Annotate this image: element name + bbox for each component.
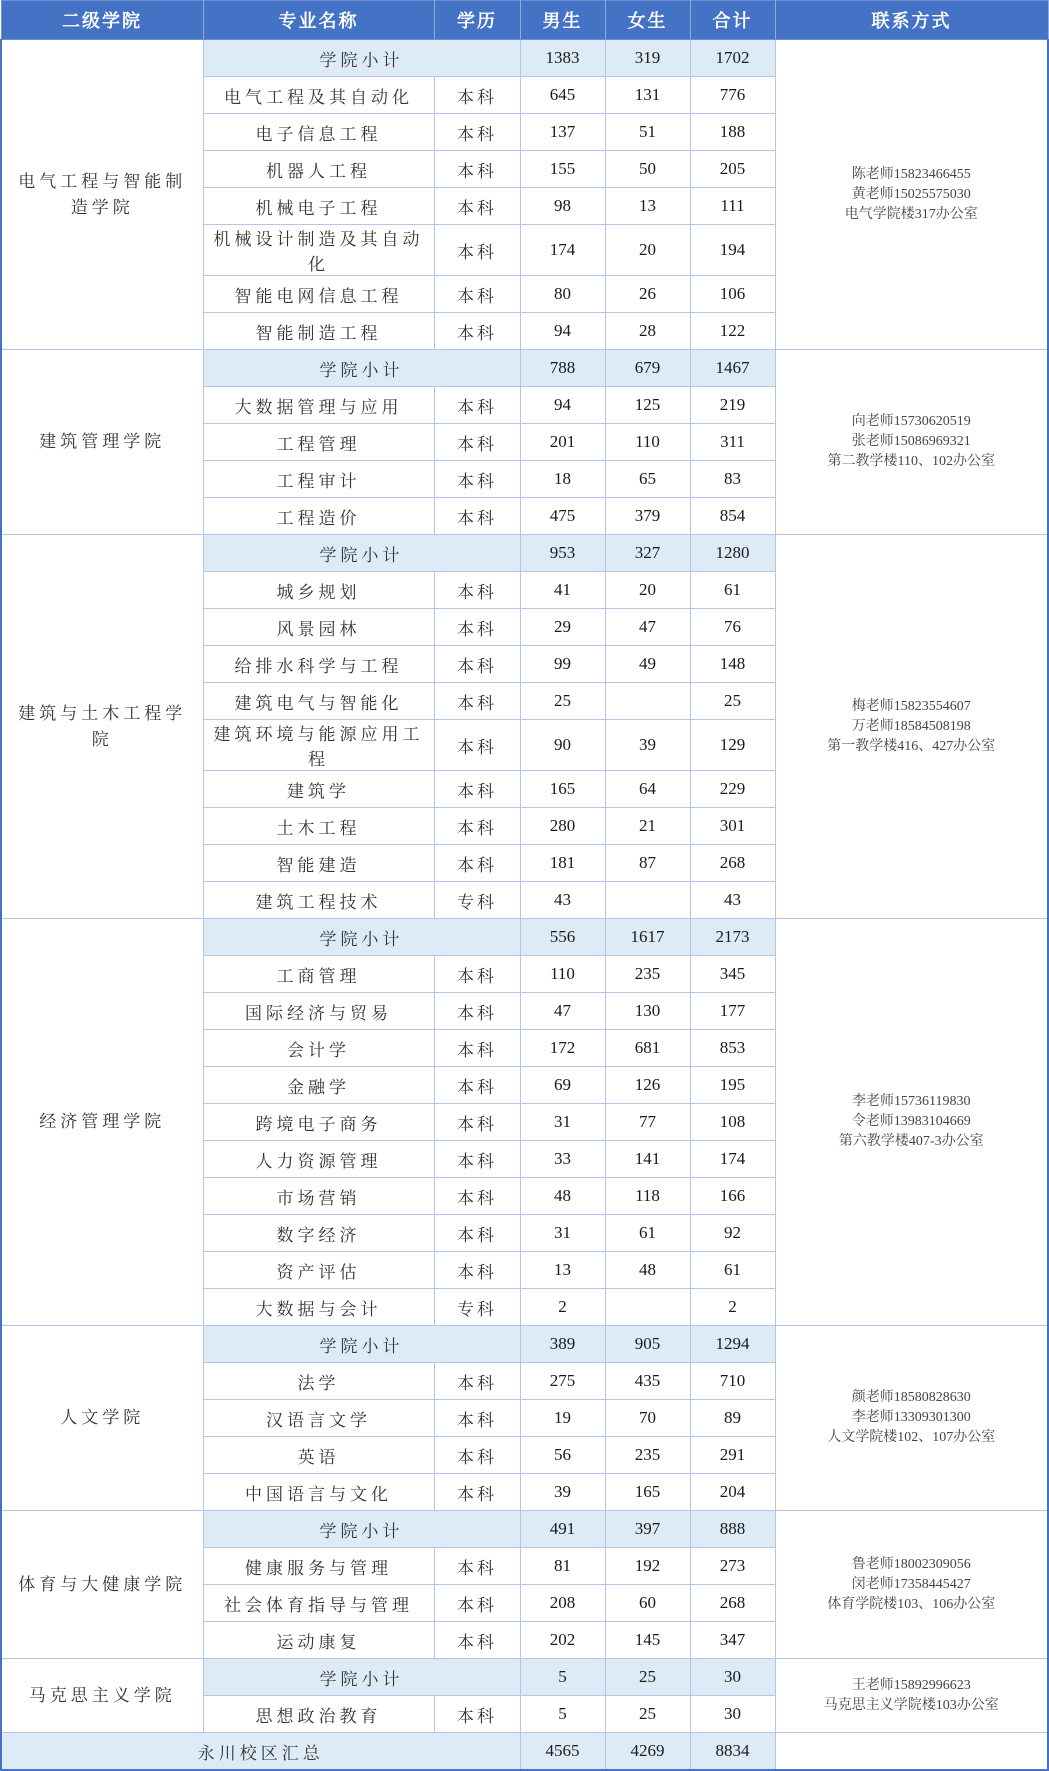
subtotal-female: 327 (605, 535, 690, 572)
male-count: 13 (520, 1252, 605, 1289)
female-count: 48 (605, 1252, 690, 1289)
female-count: 110 (605, 424, 690, 461)
major-name: 智能电网信息工程 (203, 276, 434, 313)
major-name: 土木工程 (203, 808, 434, 845)
female-count (605, 1289, 690, 1326)
major-name: 建筑电气与智能化 (203, 683, 434, 720)
male-count: 110 (520, 956, 605, 993)
major-name: 建筑工程技术 (203, 882, 434, 919)
contact-line: 第一教学楼416、427办公室 (827, 738, 996, 754)
contact-line: 万老师18584508198 (851, 718, 971, 734)
college-name: 电气工程与智能制造学院 (1, 40, 203, 350)
grand-total-female: 4269 (605, 1733, 690, 1771)
major-name: 法学 (203, 1363, 434, 1400)
female-count: 60 (605, 1585, 690, 1622)
degree: 本科 (434, 609, 520, 646)
subtotal-female: 1617 (605, 919, 690, 956)
total-count: 89 (690, 1400, 775, 1437)
header-total: 合计 (690, 1, 775, 40)
major-name: 运动康复 (203, 1622, 434, 1659)
male-count: 25 (520, 683, 605, 720)
major-name: 给排水科学与工程 (203, 646, 434, 683)
contact-line: 梅老师15823554607 (851, 698, 971, 714)
female-count: 25 (605, 1696, 690, 1733)
male-count: 201 (520, 424, 605, 461)
total-count: 188 (690, 114, 775, 151)
total-count: 174 (690, 1141, 775, 1178)
major-name: 机器人工程 (203, 151, 434, 188)
female-count: 130 (605, 993, 690, 1030)
male-count: 31 (520, 1104, 605, 1141)
contact-line: 体育学院楼103、106办公室 (827, 1596, 996, 1612)
major-name: 建筑学 (203, 771, 434, 808)
contact-info (775, 1659, 1048, 1733)
total-count: 204 (690, 1474, 775, 1511)
male-count: 2 (520, 1289, 605, 1326)
contact-line: 人文学院楼102、107办公室 (827, 1430, 996, 1445)
degree: 本科 (434, 151, 520, 188)
degree: 本科 (434, 1363, 520, 1400)
total-count: 61 (690, 1252, 775, 1289)
grand-total-male: 4565 (520, 1733, 605, 1771)
major-name: 数字经济 (203, 1215, 434, 1252)
female-count: 235 (605, 1437, 690, 1474)
header-female: 女生 (605, 1, 690, 40)
major-name: 智能制造工程 (203, 313, 434, 350)
male-count: 155 (520, 151, 605, 188)
total-count: 205 (690, 151, 775, 188)
degree: 本科 (434, 1548, 520, 1585)
degree: 本科 (434, 1585, 520, 1622)
degree: 本科 (434, 387, 520, 424)
female-count: 435 (605, 1363, 690, 1400)
grand-total-contact-empty (775, 1733, 1048, 1771)
degree: 本科 (434, 572, 520, 609)
female-count: 61 (605, 1215, 690, 1252)
major-name: 英语 (203, 1437, 434, 1474)
male-count: 94 (520, 313, 605, 350)
header-row (1, 1, 1048, 40)
subtotal-male: 953 (520, 535, 605, 572)
major-name: 电子信息工程 (203, 114, 434, 151)
female-count: 125 (605, 387, 690, 424)
total-count: 148 (690, 646, 775, 683)
degree: 本科 (434, 1141, 520, 1178)
subtotal-total: 1294 (690, 1326, 775, 1363)
table-body (1, 40, 1048, 1771)
male-count: 645 (520, 77, 605, 114)
total-count: 76 (690, 609, 775, 646)
subtotal-male: 491 (520, 1511, 605, 1548)
subtotal-label: 学院小计 (203, 40, 520, 77)
total-count: 194 (690, 225, 775, 276)
major-name: 大数据与会计 (203, 1289, 434, 1326)
total-count: 273 (690, 1548, 775, 1585)
header-contact: 联系方式 (775, 1, 1048, 40)
major-name: 汉语言文学 (203, 1400, 434, 1437)
total-count: 347 (690, 1622, 775, 1659)
contact-line: 电气学院楼317办公室 (844, 206, 978, 222)
male-count: 56 (520, 1437, 605, 1474)
grand-total-row (1, 1733, 1048, 1771)
female-count: 47 (605, 609, 690, 646)
degree: 本科 (434, 720, 520, 771)
female-count: 235 (605, 956, 690, 993)
degree: 本科 (434, 1696, 520, 1733)
total-count: 311 (690, 424, 775, 461)
total-count: 776 (690, 77, 775, 114)
major-name: 工程审计 (203, 461, 434, 498)
male-count: 280 (520, 808, 605, 845)
contact-info (775, 1511, 1048, 1659)
female-count: 379 (605, 498, 690, 535)
male-count: 81 (520, 1548, 605, 1585)
total-count: 111 (690, 188, 775, 225)
total-count: 61 (690, 572, 775, 609)
subtotal-female: 319 (605, 40, 690, 77)
major-name: 人力资源管理 (203, 1141, 434, 1178)
major-name: 思想政治教育 (203, 1696, 434, 1733)
college-name: 建筑与土木工程学院 (1, 535, 203, 919)
college-name: 经济管理学院 (1, 919, 203, 1326)
subtotal-label: 学院小计 (203, 1511, 520, 1548)
major-name: 金融学 (203, 1067, 434, 1104)
degree: 本科 (434, 845, 520, 882)
degree: 本科 (434, 424, 520, 461)
degree: 本科 (434, 461, 520, 498)
contact-line: 李老师13309301300 (851, 1410, 971, 1425)
female-count: 50 (605, 151, 690, 188)
male-count: 69 (520, 1067, 605, 1104)
major-name: 社会体育指导与管理 (203, 1585, 434, 1622)
female-count: 21 (605, 808, 690, 845)
male-count: 18 (520, 461, 605, 498)
degree: 本科 (434, 771, 520, 808)
major-name: 风景园林 (203, 609, 434, 646)
contact-line: 令老师13983104669 (851, 1114, 971, 1129)
degree: 本科 (434, 498, 520, 535)
header-male: 男生 (520, 1, 605, 40)
subtotal-total: 1467 (690, 350, 775, 387)
contact-line: 颜老师18580828630 (851, 1390, 971, 1405)
contact-line: 鲁老师18002309056 (851, 1556, 971, 1572)
male-count: 94 (520, 387, 605, 424)
major-name: 资产评估 (203, 1252, 434, 1289)
subtotal-female: 679 (605, 350, 690, 387)
male-count: 31 (520, 1215, 605, 1252)
contact-line: 第二教学楼110、102办公室 (827, 454, 995, 469)
subtotal-male: 5 (520, 1659, 605, 1696)
degree: 本科 (434, 993, 520, 1030)
male-count: 172 (520, 1030, 605, 1067)
total-count: 268 (690, 1585, 775, 1622)
degree: 本科 (434, 77, 520, 114)
college-name: 体育与大健康学院 (1, 1511, 203, 1659)
major-name: 城乡规划 (203, 572, 434, 609)
degree: 本科 (434, 225, 520, 276)
degree: 专科 (434, 1289, 520, 1326)
subtotal-label: 学院小计 (203, 350, 520, 387)
female-count: 192 (605, 1548, 690, 1585)
subtotal-total: 1702 (690, 40, 775, 77)
female-count: 77 (605, 1104, 690, 1141)
male-count: 48 (520, 1178, 605, 1215)
major-name: 健康服务与管理 (203, 1548, 434, 1585)
total-count: 854 (690, 498, 775, 535)
female-count: 145 (605, 1622, 690, 1659)
female-count: 681 (605, 1030, 690, 1067)
contact-info (775, 535, 1048, 919)
major-name: 机械设计制造及其自动化 (203, 225, 434, 276)
total-count: 177 (690, 993, 775, 1030)
female-count: 126 (605, 1067, 690, 1104)
male-count: 165 (520, 771, 605, 808)
male-count: 47 (520, 993, 605, 1030)
female-count: 118 (605, 1178, 690, 1215)
subtotal-row (1, 535, 1048, 572)
total-count: 301 (690, 808, 775, 845)
female-count (605, 882, 690, 919)
total-count: 219 (690, 387, 775, 424)
male-count: 19 (520, 1400, 605, 1437)
total-count: 83 (690, 461, 775, 498)
male-count: 33 (520, 1141, 605, 1178)
contact-line: 向老师15730620519 (851, 414, 971, 429)
major-name: 机械电子工程 (203, 188, 434, 225)
degree: 本科 (434, 683, 520, 720)
contact-info (775, 350, 1048, 535)
degree: 本科 (434, 276, 520, 313)
subtotal-female: 397 (605, 1511, 690, 1548)
total-count: 268 (690, 845, 775, 882)
subtotal-row (1, 1326, 1048, 1363)
degree: 本科 (434, 1622, 520, 1659)
total-count: 25 (690, 683, 775, 720)
subtotal-total: 30 (690, 1659, 775, 1696)
female-count: 13 (605, 188, 690, 225)
major-name: 工程管理 (203, 424, 434, 461)
subtotal-label: 学院小计 (203, 535, 520, 572)
total-count: 229 (690, 771, 775, 808)
male-count: 208 (520, 1585, 605, 1622)
contact-line: 第六教学楼407-3办公室 (838, 1134, 984, 1149)
degree: 本科 (434, 1252, 520, 1289)
contact-info (775, 919, 1048, 1326)
male-count: 29 (520, 609, 605, 646)
subtotal-male: 1383 (520, 40, 605, 77)
degree: 本科 (434, 808, 520, 845)
female-count: 64 (605, 771, 690, 808)
degree: 本科 (434, 1030, 520, 1067)
total-count: 106 (690, 276, 775, 313)
female-count: 51 (605, 114, 690, 151)
male-count: 39 (520, 1474, 605, 1511)
degree: 本科 (434, 313, 520, 350)
female-count: 87 (605, 845, 690, 882)
subtotal-total: 1280 (690, 535, 775, 572)
degree: 专科 (434, 882, 520, 919)
degree: 本科 (434, 1400, 520, 1437)
female-count: 49 (605, 646, 690, 683)
subtotal-row (1, 1659, 1048, 1696)
total-count: 195 (690, 1067, 775, 1104)
male-count: 99 (520, 646, 605, 683)
subtotal-male: 389 (520, 1326, 605, 1363)
total-count: 710 (690, 1363, 775, 1400)
male-count: 202 (520, 1622, 605, 1659)
degree: 本科 (434, 114, 520, 151)
female-count: 39 (605, 720, 690, 771)
male-count: 137 (520, 114, 605, 151)
subtotal-total: 2173 (690, 919, 775, 956)
degree: 本科 (434, 188, 520, 225)
contact-line: 王老师15892996623 (851, 1677, 971, 1693)
degree: 本科 (434, 956, 520, 993)
major-name: 建筑环境与能源应用工程 (203, 720, 434, 771)
female-count: 20 (605, 572, 690, 609)
contact-line: 张老师15086969321 (851, 434, 971, 449)
subtotal-female: 25 (605, 1659, 690, 1696)
major-name: 电气工程及其自动化 (203, 77, 434, 114)
total-count: 108 (690, 1104, 775, 1141)
degree: 本科 (434, 646, 520, 683)
female-count (605, 683, 690, 720)
male-count: 275 (520, 1363, 605, 1400)
female-count: 141 (605, 1141, 690, 1178)
total-count: 30 (690, 1696, 775, 1733)
major-name: 市场营销 (203, 1178, 434, 1215)
total-count: 345 (690, 956, 775, 993)
subtotal-row (1, 1511, 1048, 1548)
total-count: 129 (690, 720, 775, 771)
female-count: 28 (605, 313, 690, 350)
total-count: 291 (690, 1437, 775, 1474)
female-count: 20 (605, 225, 690, 276)
contact-info (775, 1326, 1048, 1511)
major-name: 智能建造 (203, 845, 434, 882)
total-count: 853 (690, 1030, 775, 1067)
male-count: 174 (520, 225, 605, 276)
major-name: 大数据管理与应用 (203, 387, 434, 424)
subtotal-label: 学院小计 (203, 1659, 520, 1696)
total-count: 122 (690, 313, 775, 350)
female-count: 65 (605, 461, 690, 498)
degree: 本科 (434, 1215, 520, 1252)
major-name: 会计学 (203, 1030, 434, 1067)
major-name: 跨境电子商务 (203, 1104, 434, 1141)
header-degree: 学历 (434, 1, 520, 40)
male-count: 43 (520, 882, 605, 919)
subtotal-row (1, 919, 1048, 956)
subtotal-row (1, 350, 1048, 387)
header-major: 专业名称 (203, 1, 434, 40)
subtotal-label: 学院小计 (203, 1326, 520, 1363)
subtotal-male: 556 (520, 919, 605, 956)
female-count: 26 (605, 276, 690, 313)
college-name: 建筑管理学院 (1, 350, 203, 535)
college-name: 人文学院 (1, 1326, 203, 1511)
subtotal-row (1, 40, 1048, 77)
contact-line: 马克思主义学院楼103办公室 (823, 1697, 999, 1713)
major-name: 国际经济与贸易 (203, 993, 434, 1030)
contact-line: 陈老师15823466455 (851, 166, 971, 182)
female-count: 165 (605, 1474, 690, 1511)
contact-info (775, 40, 1048, 350)
male-count: 90 (520, 720, 605, 771)
major-name: 中国语言与文化 (203, 1474, 434, 1511)
male-count: 5 (520, 1696, 605, 1733)
contact-line: 黄老师15025575030 (851, 186, 971, 202)
subtotal-total: 888 (690, 1511, 775, 1548)
grand-total-total: 8834 (690, 1733, 775, 1771)
degree: 本科 (434, 1474, 520, 1511)
male-count: 475 (520, 498, 605, 535)
major-name: 工商管理 (203, 956, 434, 993)
subtotal-female: 905 (605, 1326, 690, 1363)
female-count: 70 (605, 1400, 690, 1437)
male-count: 181 (520, 845, 605, 882)
degree: 本科 (434, 1067, 520, 1104)
contact-line: 李老师15736119830 (852, 1094, 971, 1109)
subtotal-label: 学院小计 (203, 919, 520, 956)
degree: 本科 (434, 1437, 520, 1474)
degree: 本科 (434, 1178, 520, 1215)
total-count: 92 (690, 1215, 775, 1252)
college-name: 马克思主义学院 (1, 1659, 203, 1733)
female-count: 131 (605, 77, 690, 114)
degree: 本科 (434, 1104, 520, 1141)
total-count: 43 (690, 882, 775, 919)
total-count: 166 (690, 1178, 775, 1215)
male-count: 98 (520, 188, 605, 225)
major-name: 工程造价 (203, 498, 434, 535)
male-count: 41 (520, 572, 605, 609)
total-count: 2 (690, 1289, 775, 1326)
grand-total-label: 永川校区汇总 (1, 1733, 520, 1771)
subtotal-male: 788 (520, 350, 605, 387)
male-count: 80 (520, 276, 605, 313)
contact-line: 闵老师17358445427 (851, 1576, 971, 1592)
header-college: 二级学院 (1, 1, 203, 40)
